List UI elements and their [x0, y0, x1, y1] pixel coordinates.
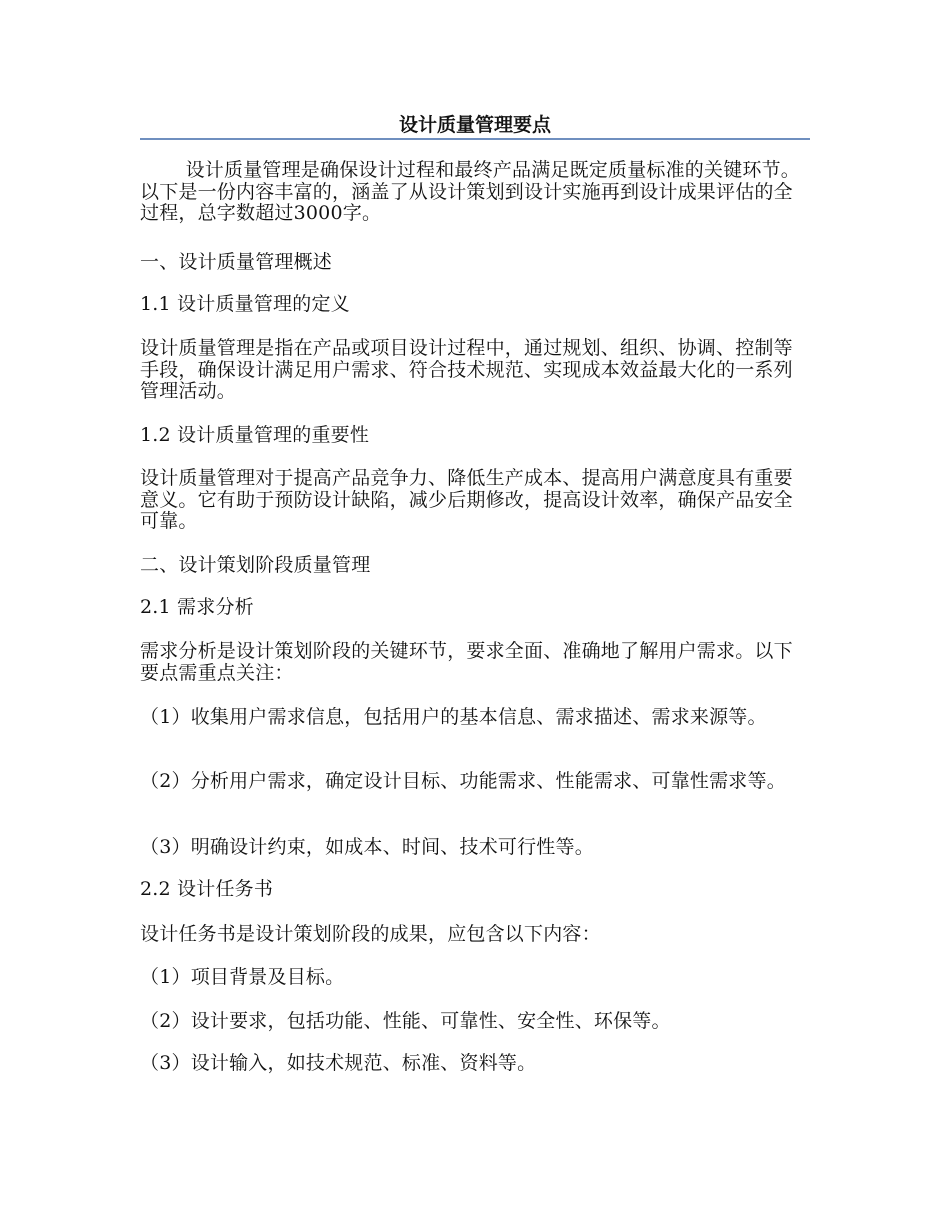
list-item: （3）明确设计约束，如成本、时间、技术可行性等。	[140, 836, 594, 858]
list-item: （2）分析用户需求，确定设计目标、功能需求、性能需求、可靠性需求等。	[140, 770, 786, 792]
subsection-heading-2-2: 2.2 设计任务书	[140, 878, 274, 900]
subsection-body-1-1: 设计质量管理是指在产品或项目设计过程中，通过规划、组织、协调、控制等手段，确保设计满足用户需求、符合技术规范、实现成本效益最大化的一系列管理活动。	[140, 337, 793, 402]
section-heading-1: 一、设计质量管理概述	[140, 251, 333, 273]
subsection-body-1-2: 设计质量管理对于提高产品竞争力、降低生产成本、提高用户满意度具有重要意义。它有助于预防设计缺陷，减少后期修改，提高设计效率，确保产品安全可靠。	[140, 467, 793, 532]
list-item: （1）收集用户需求信息，包括用户的基本信息、需求描述、需求来源等。	[140, 706, 767, 728]
list-item: （1）项目背景及目标。	[140, 966, 345, 988]
subsection-heading-1-1: 1.1 设计质量管理的定义	[140, 293, 350, 315]
title-underline	[140, 138, 810, 140]
intro-paragraph: 设计质量管理是确保设计过程和最终产品满足既定质量标准的关键环节。以下是一份内容丰富的，涵盖了从设计策划到设计实施再到设计成果评估的全过程，总字数超过3000字。	[140, 159, 800, 224]
section-heading-2: 二、设计策划阶段质量管理	[140, 554, 371, 576]
subsection-heading-1-2: 1.2 设计质量管理的重要性	[140, 424, 370, 446]
subsection-body-2-1: 需求分析是设计策划阶段的关键环节，要求全面、准确地了解用户需求。以下要点需重点关注：	[140, 640, 793, 684]
subsection-body-2-2: 设计任务书是设计策划阶段的成果，应包含以下内容：	[140, 923, 601, 945]
document-title: 设计质量管理要点	[398, 114, 551, 136]
list-item: （2）设计要求，包括功能、性能、可靠性、安全性、环保等。	[140, 1010, 671, 1032]
subsection-heading-2-1: 2.1 需求分析	[140, 596, 254, 618]
list-item: （3）设计输入，如技术规范、标准、资料等。	[140, 1052, 537, 1074]
